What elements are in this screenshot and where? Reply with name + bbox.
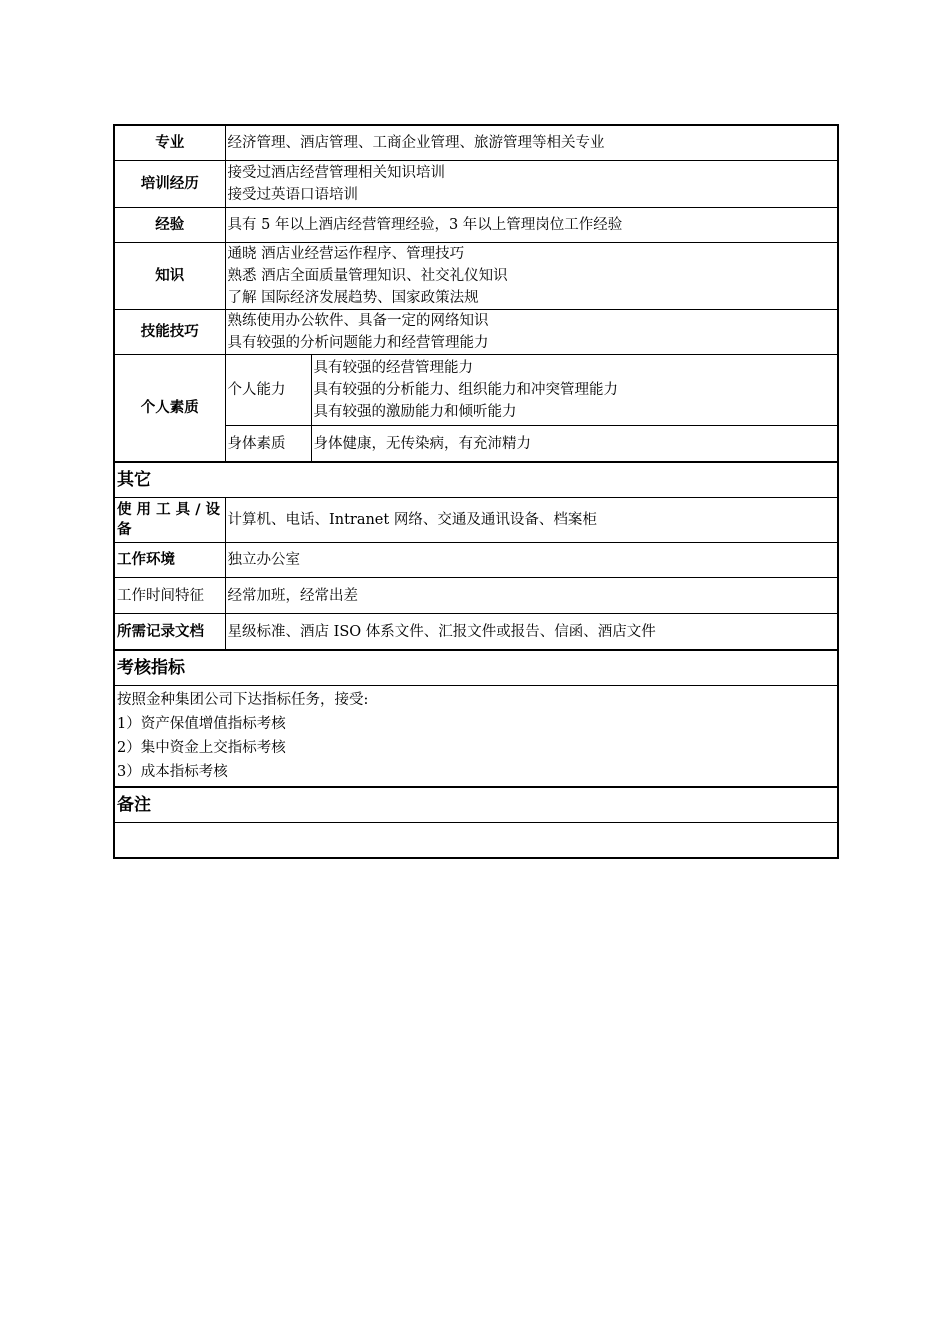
skills-value: [225, 310, 838, 355]
section-remarks-title: 备注: [114, 787, 838, 823]
row-tools: [114, 498, 838, 543]
row-training: [114, 161, 838, 208]
remarks-content: [114, 823, 838, 859]
personal-ability-label: 个人能力: [225, 355, 311, 426]
major-value: 经济管理、酒店管理、工商企业管理、旅游管理等相关专业: [225, 125, 838, 161]
knowledge-line: 了解 国际经济发展趋势、国家政策法规: [227, 290, 479, 306]
knowledge-value: [225, 243, 838, 310]
training-line: 接受过酒店经营管理相关知识培训: [227, 165, 445, 181]
row-knowledge: [114, 243, 838, 310]
knowledge-line: 熟悉 酒店全面质量管理知识、社交礼仪知识: [227, 268, 508, 284]
training-value: [225, 161, 838, 208]
row-skills: [114, 310, 838, 355]
kpi-line: 按照金种集团公司下达指标任务，接受:: [117, 692, 369, 708]
kpi-content: [114, 686, 838, 788]
physical-value: 身体健康，无传染病，有充沛精力: [311, 426, 838, 463]
job-description-table: [113, 124, 839, 859]
skills-line: 具有较强的分析问题能力和经营管理能力: [227, 335, 489, 351]
skills-line: 熟练使用办公软件、具备一定的网络知识: [227, 313, 489, 329]
row-major: [114, 125, 838, 161]
training-line: 接受过英语口语培训: [227, 187, 358, 203]
tools-value: 计算机、电话、Intranet 网络、交通及通讯设备、档案柜: [225, 498, 838, 543]
work-time-label: 工作时间特征: [114, 578, 225, 614]
kpi-line: 2）集中资金上交指标考核: [117, 740, 286, 756]
row-kpi-content: [114, 686, 838, 788]
knowledge-label: 知识: [114, 243, 225, 310]
knowledge-line: 通晓 酒店业经营运作程序、管理技巧: [227, 246, 465, 262]
training-label: 培训经历: [114, 161, 225, 208]
environment-label: 工作环境: [114, 543, 225, 578]
skills-label: 技能技巧: [114, 310, 225, 355]
ability-line: 具有较强的经营管理能力: [313, 360, 473, 376]
section-other-title: 其它: [114, 462, 838, 498]
ability-line: 具有较强的激励能力和倾听能力: [313, 404, 517, 420]
section-remarks: [114, 787, 838, 823]
row-experience: [114, 208, 838, 243]
section-kpi: [114, 650, 838, 686]
kpi-line: 3）成本指标考核: [117, 764, 228, 780]
experience-value: 具有 5 年以上酒店经营管理经验，3 年以上管理岗位工作经验: [225, 208, 838, 243]
environment-value: 独立办公室: [225, 543, 838, 578]
job-description-table-wrapper: [113, 124, 837, 859]
ability-line: 具有较强的分析能力、组织能力和冲突管理能力: [313, 382, 618, 398]
row-environment: [114, 543, 838, 578]
experience-label: 经验: [114, 208, 225, 243]
row-remarks-content: [114, 823, 838, 859]
section-other: [114, 462, 838, 498]
kpi-line: 1）资产保值增值指标考核: [117, 716, 286, 732]
work-time-value: 经常加班，经常出差: [225, 578, 838, 614]
records-label: 所需记录文档: [114, 614, 225, 651]
records-value: 星级标准、酒店 ISO 体系文件、汇报文件或报告、信函、酒店文件: [225, 614, 838, 651]
major-label: 专业: [114, 125, 225, 161]
physical-label: 身体素质: [225, 426, 311, 463]
row-records: [114, 614, 838, 651]
personal-ability-value: [311, 355, 838, 426]
row-work-time: [114, 578, 838, 614]
row-personal-ability: [114, 355, 838, 426]
tools-label: 使 用 工 具 / 设 备: [114, 498, 225, 543]
section-kpi-title: 考核指标: [114, 650, 838, 686]
personal-quality-label: 个人素质: [114, 355, 225, 463]
